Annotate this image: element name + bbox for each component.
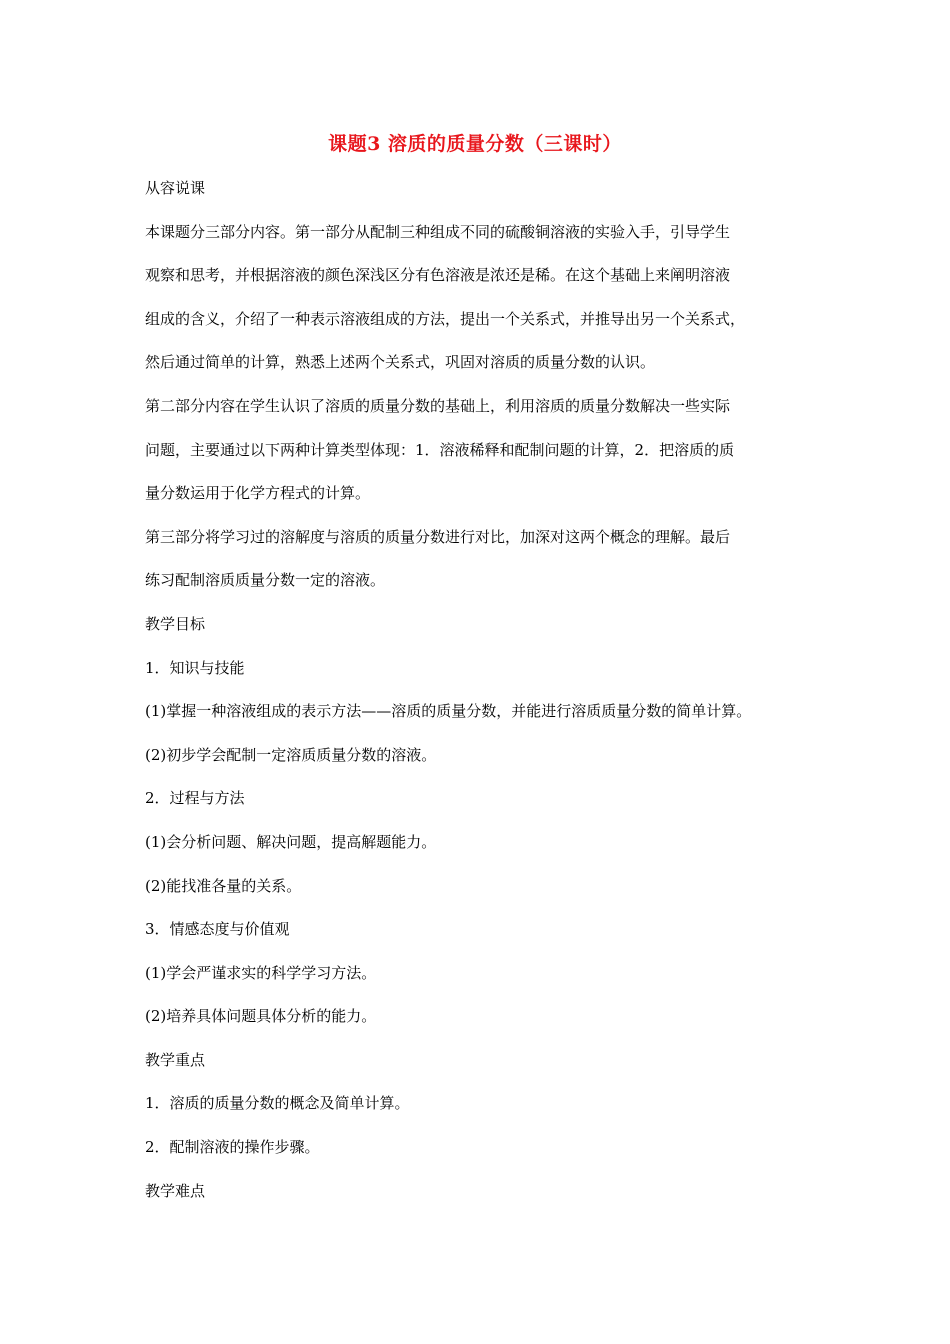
paragraph-line: 问题，主要通过以下两种计算类型体现：1．溶液稀释和配制问题的计算，2．把溶质的质 — [145, 440, 735, 459]
list-item: 2．配制溶液的操作步骤。 — [145, 1138, 320, 1157]
section-heading-teaching-goals: 教学目标 — [145, 614, 206, 633]
list-item: (2)能找准各量的关系。 — [145, 876, 302, 895]
list-item: 1．知识与技能 — [145, 658, 245, 677]
section-heading-key-points: 教学重点 — [145, 1050, 206, 1069]
paragraph-line: 练习配制溶质质量分数一定的溶液。 — [145, 571, 386, 590]
section-heading-difficulties: 教学难点 — [145, 1181, 206, 1200]
paragraph-line: 观察和思考，并根据溶液的颜色深浅区分有色溶液是浓还是稀。在这个基础上来阐明溶液 — [145, 266, 731, 285]
list-item: 1．溶质的质量分数的概念及简单计算。 — [145, 1094, 410, 1113]
document-body — [145, 176, 825, 1222]
paragraph-line: 第三部分将学习过的溶解度与溶质的质量分数进行对比，加深对这两个概念的理解。最后 — [145, 527, 731, 546]
list-item: (1)掌握一种溶液组成的表示方法——溶质的质量分数，并能进行溶质质量分数的简单计算。 — [145, 702, 752, 721]
list-item: (2)培养具体问题具体分析的能力。 — [145, 1007, 377, 1026]
paragraph-line: 量分数运用于化学方程式的计算。 — [145, 484, 371, 503]
section-heading-course-intro: 从容说课 — [145, 179, 206, 197]
paragraph-line: 然后通过简单的计算，熟悉上述两个关系式，巩固对溶质的质量分数的认识。 — [145, 353, 656, 372]
document-title: 课题3 溶质的质量分数（三课时） — [328, 133, 622, 155]
list-item: (1)会分析问题、解决问题，提高解题能力。 — [145, 832, 437, 851]
paragraph-line: 组成的含义，介绍了一种表示溶液组成的方法，提出一个关系式，并推导出另一个关系式， — [145, 309, 746, 328]
list-item: 2．过程与方法 — [145, 789, 245, 808]
list-item: (1)学会严谨求实的科学学习方法。 — [145, 963, 377, 982]
list-item: 3．情感态度与价值观 — [145, 920, 290, 939]
paragraph-line: 第二部分内容在学生认识了溶质的质量分数的基础上，利用溶质的质量分数解决一些实际 — [145, 396, 731, 415]
list-item: (2)初步学会配制一定溶质质量分数的溶液。 — [145, 745, 437, 764]
paragraph-line: 本课题分三部分内容。第一部分从配制三种组成不同的硫酸铜溶液的实验入手，引导学生 — [145, 222, 731, 241]
